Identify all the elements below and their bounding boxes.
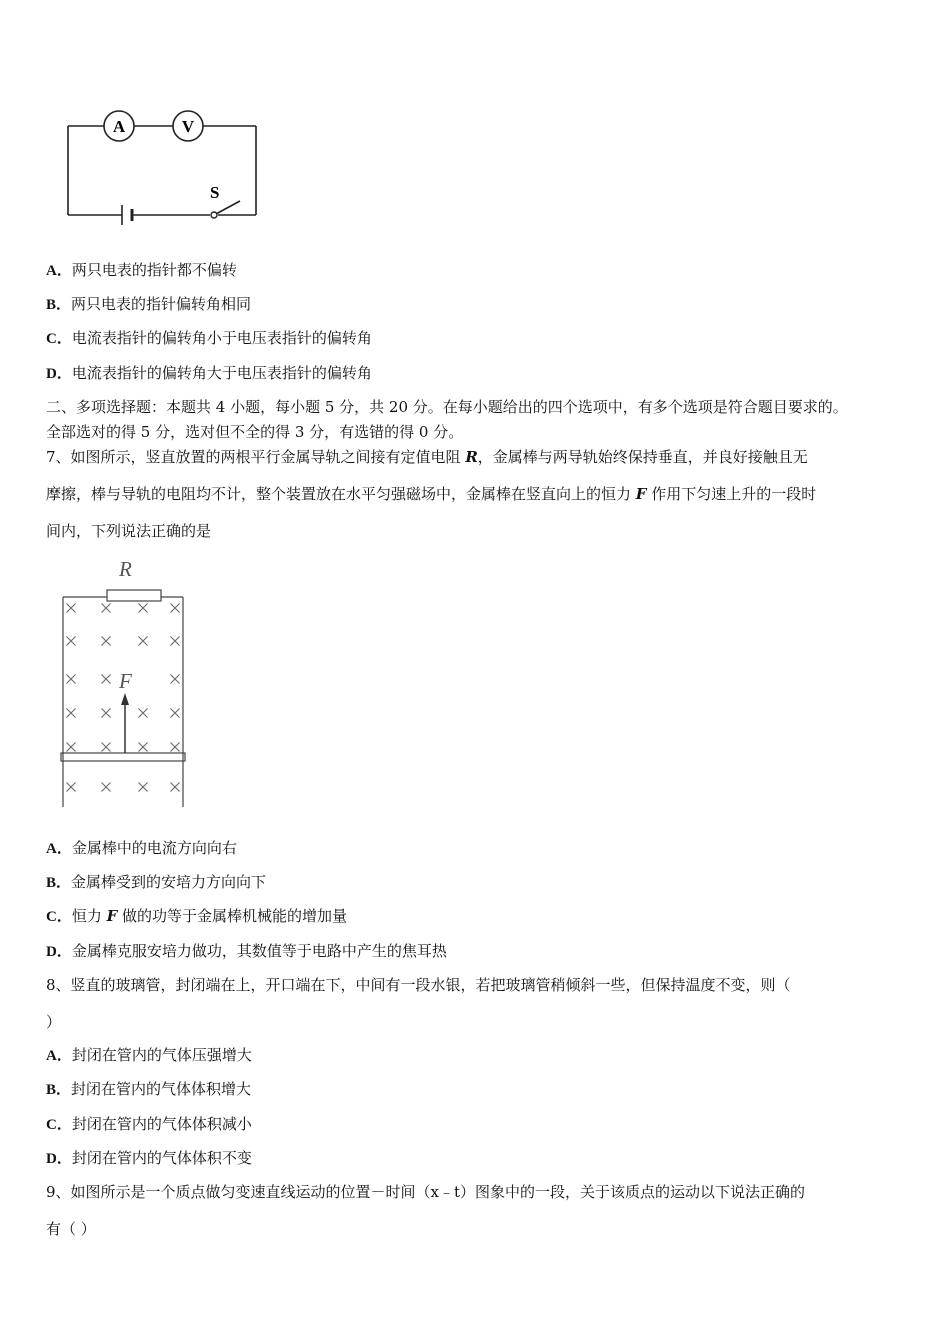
q8-option-a: A．封闭在管内的气体压强增大 bbox=[46, 1046, 252, 1064]
rail-figure bbox=[55, 555, 195, 815]
q8-option-c: C．封闭在管内的气体体积减小 bbox=[46, 1115, 252, 1133]
section2-line2: 全部选对的得 5 分，选对但不全的得 3 分，有选错的得 0 分。 bbox=[46, 423, 464, 441]
voltmeter-label: V bbox=[181, 117, 195, 136]
field-cross-icon bbox=[171, 709, 180, 718]
q8-option-b: B．封闭在管内的气体体积增大 bbox=[46, 1080, 252, 1098]
section2-line1: 二、多项选择题：本题共 4 小题，每小题 5 分，共 20 分。在每小题给出的四个选项中，有多个选项是符合题目要求的。 bbox=[46, 398, 848, 416]
q7-line3: 间内，下列说法正确的是 bbox=[46, 522, 212, 540]
magnetic-field-crosses bbox=[67, 604, 180, 792]
field-cross-icon bbox=[67, 709, 76, 718]
q6-option-d: D．电流表指针的偏转角大于电压表指针的偏转角 bbox=[46, 364, 372, 382]
q6-option-b: B．两只电表的指针偏转角相同 bbox=[46, 295, 252, 313]
field-cross-icon bbox=[102, 604, 111, 613]
field-cross-icon bbox=[102, 637, 111, 646]
force-label: F bbox=[119, 669, 132, 693]
circuit-figure bbox=[60, 105, 270, 230]
field-cross-icon bbox=[102, 709, 111, 718]
q7-line2: 摩擦，棒与导轨的电阻均不计，整个装置放在水平匀强磁场中，金属棒在竖直向上的恒力 F 作用下匀速上升的一段时 bbox=[46, 485, 817, 503]
field-cross-icon bbox=[102, 675, 111, 684]
field-cross-icon bbox=[139, 709, 148, 718]
field-cross-icon bbox=[67, 783, 76, 792]
q6-option-c: C．电流表指针的偏转角小于电压表指针的偏转角 bbox=[46, 329, 372, 347]
field-cross-icon bbox=[139, 743, 148, 752]
q8-line2: ） bbox=[46, 1013, 62, 1031]
field-cross-icon bbox=[139, 783, 148, 792]
ammeter-label: A bbox=[112, 117, 126, 136]
q8-line1: 8、竖直的玻璃管，封闭端在上，开口端在下，中间有一段水银，若把玻璃管稍倾斜一些，但保持温度不变，则（ bbox=[46, 976, 791, 994]
q7-option-d: D．金属棒克服安培力做功，其数值等于电路中产生的焦耳热 bbox=[46, 942, 447, 960]
field-cross-icon bbox=[67, 604, 76, 613]
field-cross-icon bbox=[171, 743, 180, 752]
q8-option-d: D．封闭在管内的气体体积不变 bbox=[46, 1149, 252, 1167]
q9-line1: 9、如图所示是一个质点做匀变速直线运动的位置－时间（x﹣t）图象中的一段，关于该质点的运动以下说法正确的 bbox=[46, 1183, 806, 1201]
q7-option-b: B．金属棒受到的安培力方向向下 bbox=[46, 873, 267, 891]
q7-line1: 7、如图所示，竖直放置的两根平行金属导轨之间接有定值电阻 R，金属棒与两导轨始终保持垂直，并良好接触且无 bbox=[46, 448, 808, 466]
circuit-diagram bbox=[60, 105, 270, 230]
field-cross-icon bbox=[139, 637, 148, 646]
resistor-label: R bbox=[119, 557, 132, 581]
field-cross-icon bbox=[102, 743, 111, 752]
q7-option-a: A．金属棒中的电流方向向右 bbox=[46, 839, 237, 857]
field-cross-icon bbox=[171, 637, 180, 646]
field-cross-icon bbox=[102, 783, 111, 792]
q7-option-c: C．恒力 F 做的功等于金属棒机械能的增加量 bbox=[46, 907, 348, 925]
q6-option-a: A．两只电表的指针都不偏转 bbox=[46, 261, 237, 279]
field-cross-icon bbox=[67, 675, 76, 684]
q9-line2: 有（ ） bbox=[46, 1220, 96, 1238]
field-cross-icon bbox=[67, 637, 76, 646]
rail-diagram bbox=[55, 555, 195, 815]
field-cross-icon bbox=[171, 675, 180, 684]
field-cross-icon bbox=[67, 743, 76, 752]
switch-label: S bbox=[210, 183, 220, 202]
field-cross-icon bbox=[171, 604, 180, 613]
field-cross-icon bbox=[171, 783, 180, 792]
field-cross-icon bbox=[139, 604, 148, 613]
